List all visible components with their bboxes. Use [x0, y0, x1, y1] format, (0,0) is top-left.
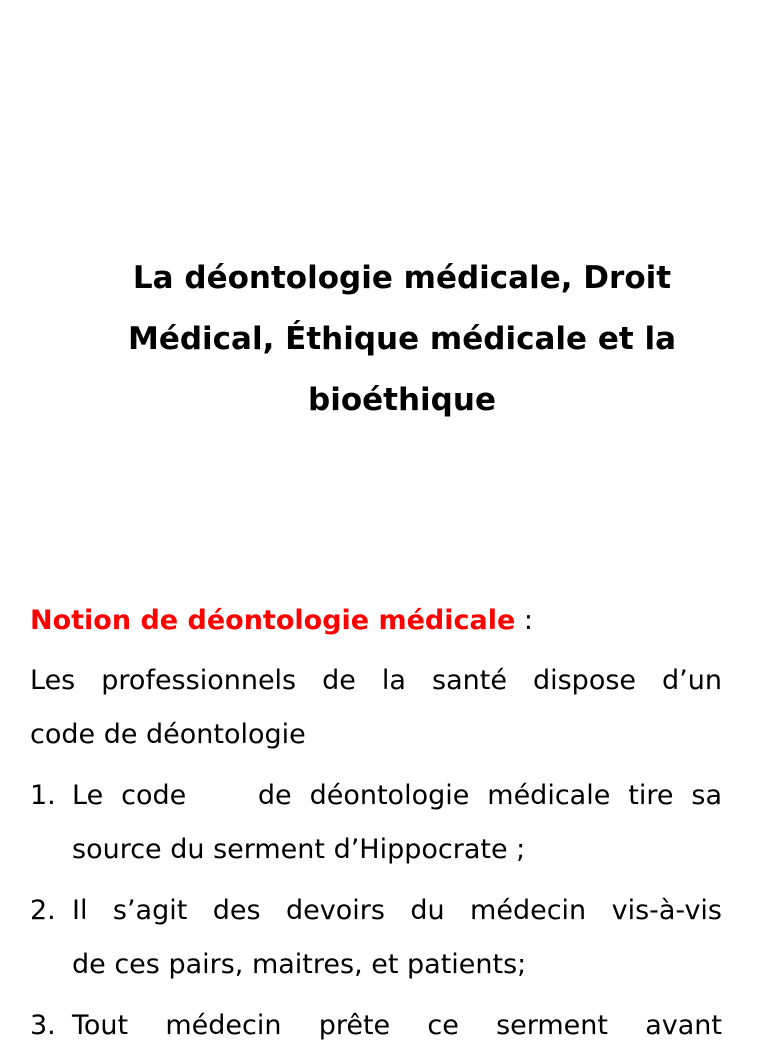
- list-item: [30, 999, 722, 1053]
- list-item: [30, 884, 722, 992]
- numbered-list: [30, 769, 722, 1060]
- list-item-number: 1.: [30, 780, 56, 811]
- section-heading: [30, 598, 730, 644]
- list-item-text: [72, 999, 722, 1053]
- list-item-line: source du serment d’Hippocrate ;: [72, 834, 526, 865]
- list-item-text: [72, 769, 722, 877]
- list-item-number: 2.: [30, 895, 56, 926]
- list-item-number: 3.: [30, 1010, 56, 1041]
- list-item-line: Tout médecin prête ce serment avant: [72, 1010, 722, 1041]
- list-item-text: [72, 884, 722, 992]
- list-item-line: Il s’agit des devoirs du médecin vis-à-vis: [72, 895, 722, 926]
- title-line: bioéthique: [308, 382, 496, 418]
- section-heading-text: Notion de déontologie médicale: [30, 605, 516, 636]
- list-item: [30, 769, 722, 877]
- intro-line: code de déontologie: [30, 719, 306, 750]
- title-line: La déontologie médicale, Droit: [132, 260, 672, 296]
- list-item-line: de ces pairs, maitres, et patients;: [72, 949, 527, 980]
- intro-line: Les professionnels de la santé dispose d’un: [30, 665, 722, 696]
- section-heading-colon: :: [515, 605, 533, 636]
- intro-paragraph: [30, 654, 722, 762]
- list-item-line: Le code de déontologie médicale tire sa: [72, 780, 722, 811]
- title-line: Médical, Éthique médicale et la: [127, 321, 676, 357]
- document-title: [60, 248, 744, 431]
